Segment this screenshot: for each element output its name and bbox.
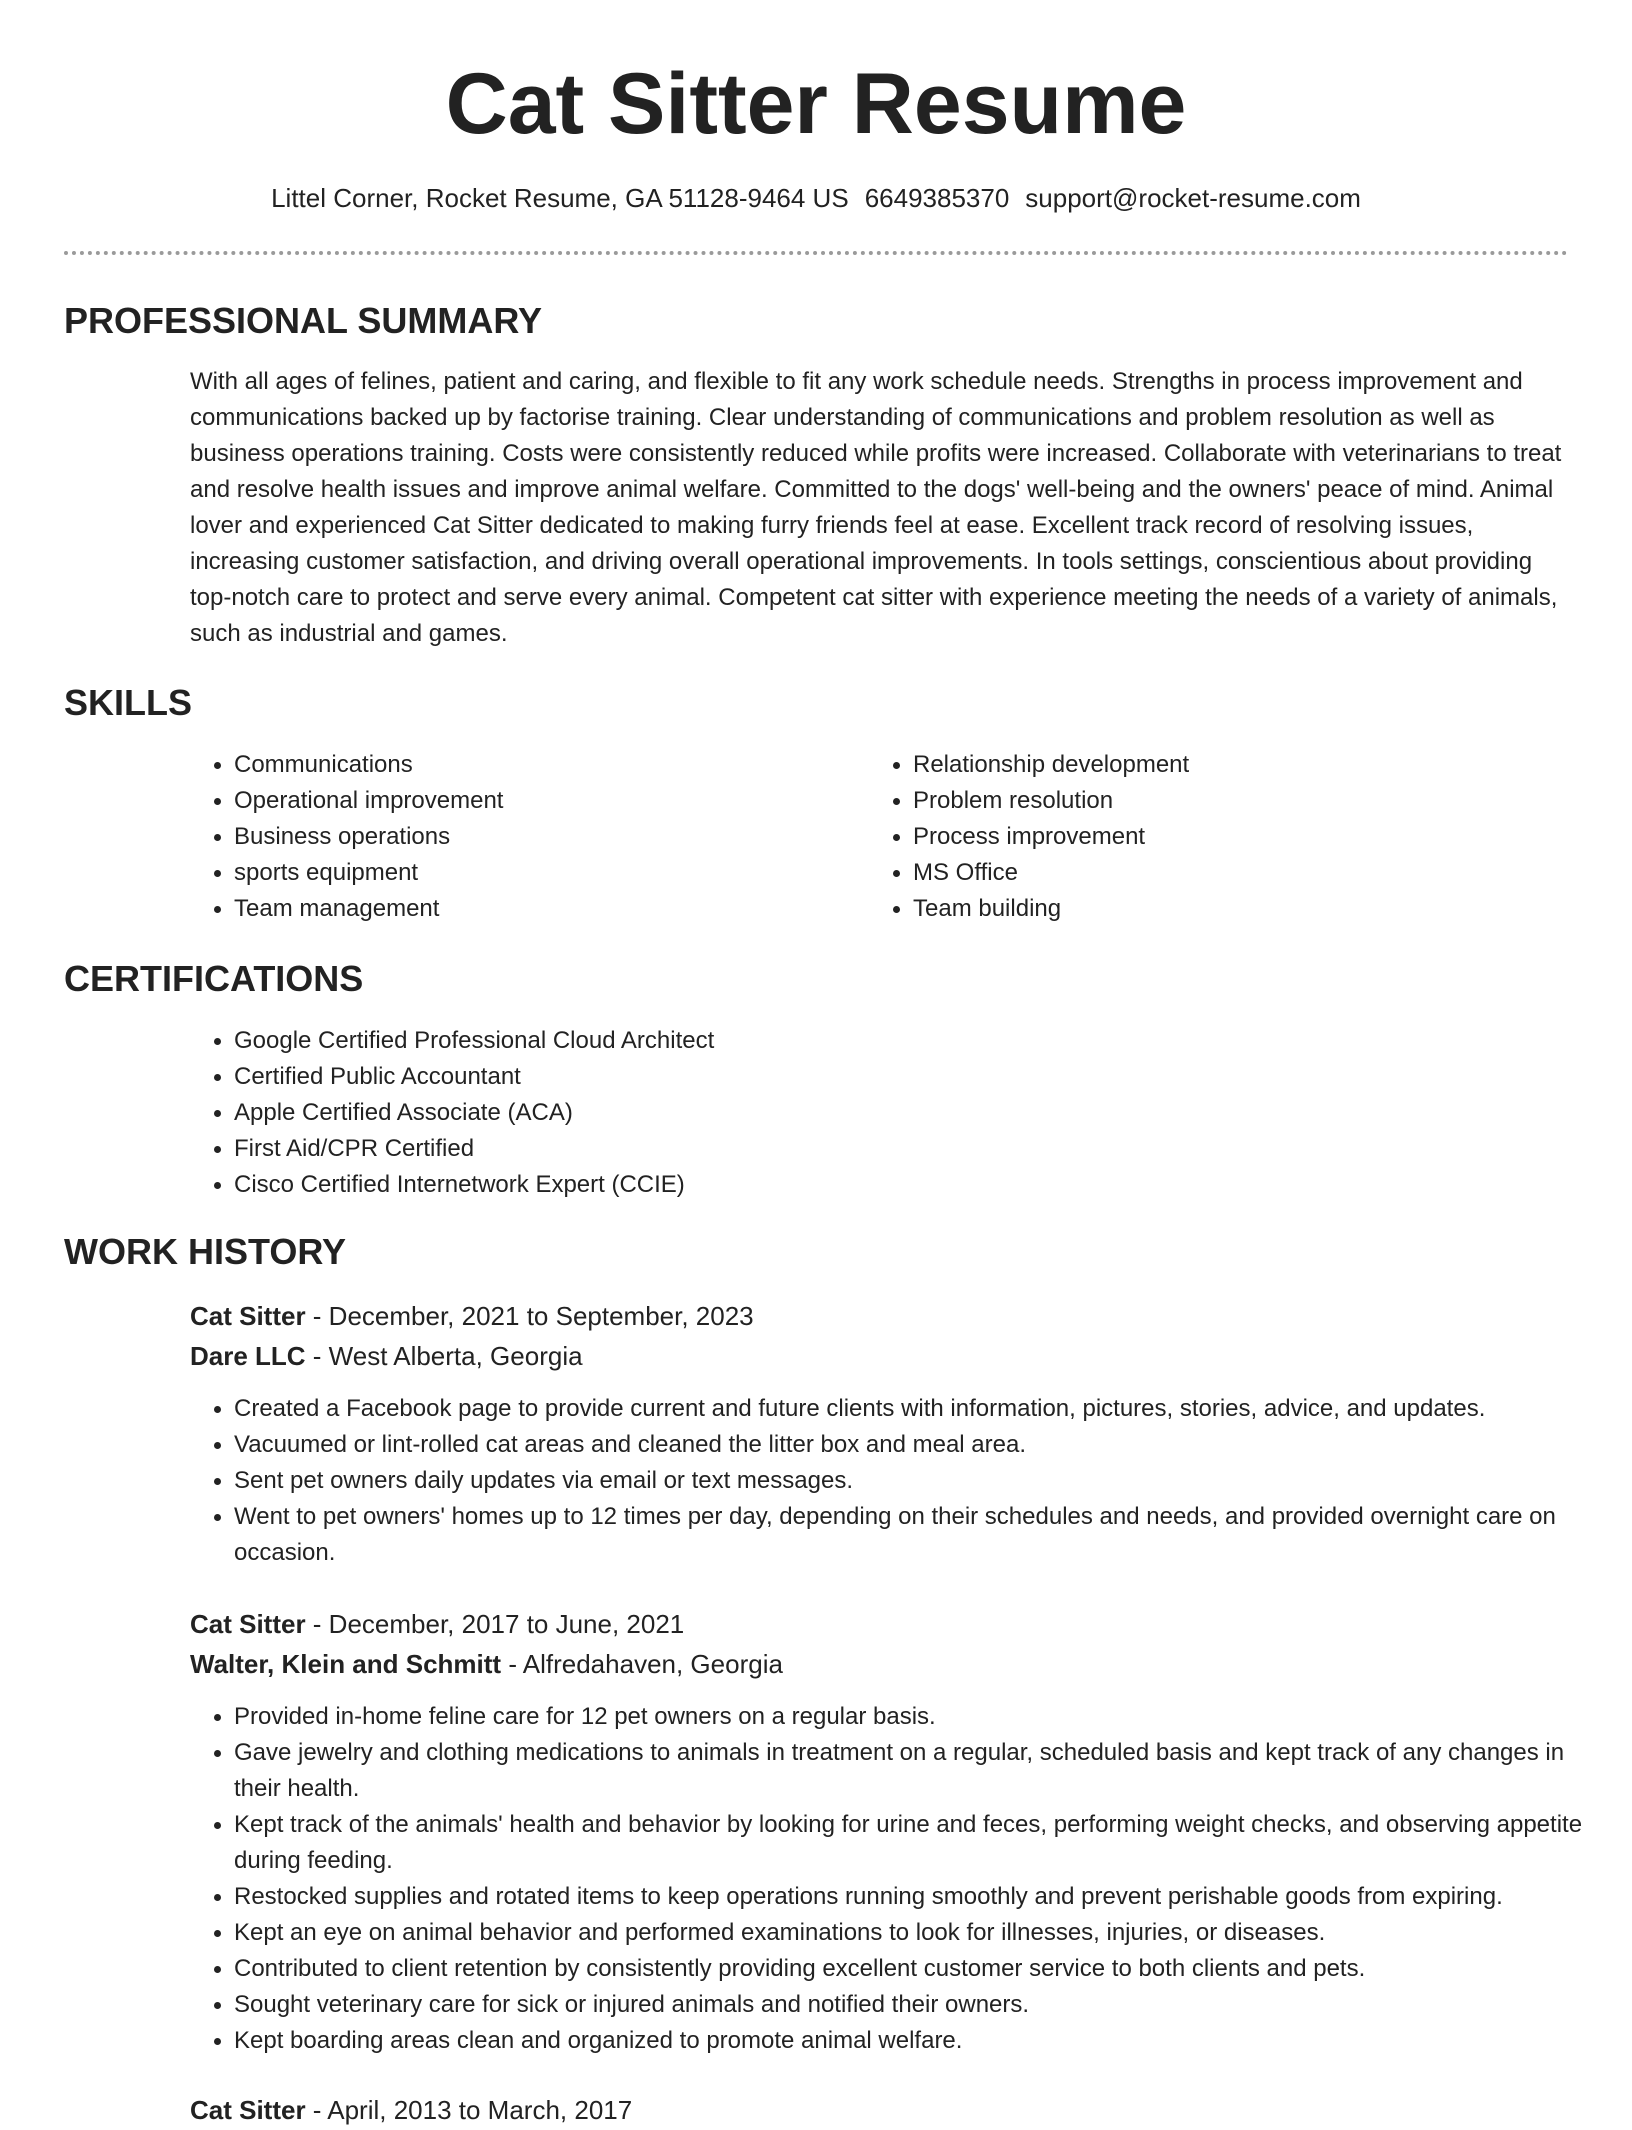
certification-item: • Cisco Certified Internetwork Expert (CCIE) xyxy=(234,1167,1534,1203)
job-company: Dare LLC xyxy=(190,1341,306,1371)
certification-item: • First Aid/CPR Certified xyxy=(234,1131,1534,1167)
contact-address: Littel Corner, Rocket Resume, GA 51128-9464 US xyxy=(271,183,849,213)
skill-item: • Team management xyxy=(234,891,854,927)
duty-item: • Provided in-home feline care for 12 pet owners on a regular basis. xyxy=(234,1699,1614,1735)
duty-item: • Vacuumed or lint-rolled cat areas and cleaned the litter box and meal area. xyxy=(234,1427,1614,1463)
certification-item: • Apple Certified Associate (ACA) xyxy=(234,1095,1534,1131)
skills-heading: SKILLS xyxy=(64,682,193,723)
job-title: Cat Sitter xyxy=(190,1609,306,1639)
skill-item: • Team building xyxy=(913,891,1533,927)
contact-email: support@rocket-resume.com xyxy=(1025,183,1361,213)
resume-title: Cat Sitter Resume xyxy=(445,56,1187,152)
job-location: - Alfredahaven, Georgia xyxy=(501,1649,783,1679)
job-title: Cat Sitter xyxy=(190,1301,306,1331)
job-dates: - December, 2017 to June, 2021 xyxy=(305,1609,685,1639)
job-title-line xyxy=(190,2090,632,2130)
duty-item: • Contributed to client retention by consistently providing excellent customer service to both clients and pets. xyxy=(234,1951,1614,1987)
job-company-line xyxy=(190,1644,783,1684)
summary-text: With all ages of felines, patient and caring, and flexible to fit any work schedule needs. Strengths in process improvement and communications backed up by factorise training. Clear understanding of communications and problem resolution as well as business operations training. Costs were consistently reduced while profits were increased. Collaborate with veterinarians to treat and resolve health issues and improve animal welfare. Committed to the dogs' well-being and the owners' peace of mind. Animal lover and experienced Cat Sitter dedicated to making furry friends feel at ease. Excellent track record of resolving issues, increasing customer satisfaction, and driving overall operational improvements. In tools settings, conscientious about providing top-notch care to protect and serve every animal. Competent cat sitter with experience meeting the needs of a variety of animals, such as industrial and games. xyxy=(190,368,1562,647)
work-history-heading: WORK HISTORY xyxy=(64,1231,347,1272)
skill-item: • Problem resolution xyxy=(913,783,1533,819)
duty-item: • Kept boarding areas clean and organized to promote animal welfare. xyxy=(234,2023,1614,2059)
skills-list-left xyxy=(190,747,854,927)
skill-item: • Process improvement xyxy=(913,819,1533,855)
duty-item: • Gave jewelry and clothing medications to animals in treatment on a regular, scheduled basis and kept track of any changes in their health. xyxy=(234,1735,1614,1807)
duty-item: • Kept an eye on animal behavior and performed examinations to look for illnesses, injuries, or diseases. xyxy=(234,1915,1614,1951)
duty-item: • Created a Facebook page to provide current and future clients with information, pictures, stories, advice, and updates. xyxy=(234,1391,1614,1427)
duty-item: • Restocked supplies and rotated items to keep operations running smoothly and prevent perishable goods from expiring. xyxy=(234,1879,1614,1915)
job-title-line xyxy=(190,1604,684,1644)
duty-item: • Sent pet owners daily updates via email or text messages. xyxy=(234,1463,1614,1499)
skill-item: • Operational improvement xyxy=(234,783,854,819)
skill-item: • Relationship development xyxy=(913,747,1533,783)
skill-item: • Business operations xyxy=(234,819,854,855)
certification-item: • Google Certified Professional Cloud Architect xyxy=(234,1023,1534,1059)
certification-item: • Certified Public Accountant xyxy=(234,1059,1534,1095)
job-location: - West Alberta, Georgia xyxy=(305,1341,583,1371)
skill-item: • MS Office xyxy=(913,855,1533,891)
job-dates: - December, 2021 to September, 2023 xyxy=(305,1301,754,1331)
job-company: Walter, Klein and Schmitt xyxy=(190,1649,502,1679)
job-duties-list xyxy=(190,1699,1614,2059)
header-divider xyxy=(64,251,1568,255)
contact-phone: 6649385370 xyxy=(864,183,1010,213)
duty-item: • Sought veterinary care for sick or injured animals and notified their owners. xyxy=(234,1987,1614,2023)
job-title: Cat Sitter xyxy=(190,2095,306,2125)
job-dates: - April, 2013 to March, 2017 xyxy=(305,2095,633,2125)
duty-item: • Kept track of the animals' health and behavior by looking for urine and feces, performing weight checks, and observing appetite during feeding. xyxy=(234,1807,1614,1879)
contact-line xyxy=(0,180,1632,216)
job-title-line xyxy=(190,1296,754,1336)
skills-list-right xyxy=(869,747,1533,927)
skill-item: • sports equipment xyxy=(234,855,854,891)
summary-heading: PROFESSIONAL SUMMARY xyxy=(64,300,543,341)
job-duties-list xyxy=(190,1391,1614,1571)
certifications-heading: CERTIFICATIONS xyxy=(64,958,364,999)
job-company-line xyxy=(190,1336,583,1376)
duty-item: • Went to pet owners' homes up to 12 times per day, depending on their schedules and needs, and provided overnight care on occasion. xyxy=(234,1499,1614,1571)
certifications-list xyxy=(190,1023,1534,1203)
skill-item: • Communications xyxy=(234,747,854,783)
